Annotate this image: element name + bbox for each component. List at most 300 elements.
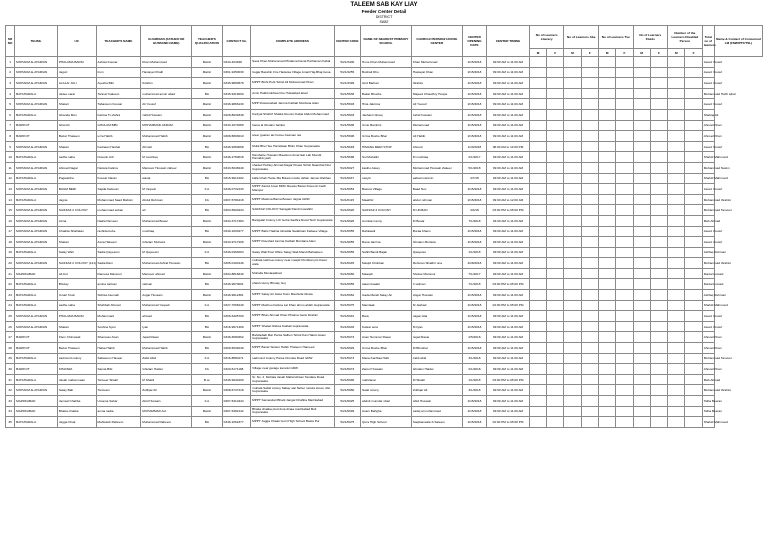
cell-qualification: F.A [192,353,223,364]
cell-center-code: 5/21/3400 [334,57,360,68]
cell-uc: sadmond colony [57,353,96,364]
cell-literacy-f [547,205,564,216]
col-guardian: GUARDIAN (FATHER OR HUSBAND NAME) [141,26,192,57]
cell-fluids-f [650,215,667,226]
cell-disabled-f [685,67,702,78]
cell-uc: Pagwartha [57,173,96,184]
cell-timing: 09:00 AM to 11:00 AM [487,162,530,173]
cell-teacher-name: GHULAM BIBI [96,120,141,131]
cell-abe-m [564,67,581,78]
cell-abe-f [581,417,598,428]
cell-uc: Umari Town [57,290,96,301]
table-row [6,406,763,417]
cell-tve-f [616,353,633,364]
cell-tve-f [616,88,633,99]
cell-literacy-f [547,194,564,205]
cell-total: Ashfaq Rehman [702,247,714,258]
cell-opening-date: 2/15/2018 [462,194,486,205]
cell-teacher-name: mohammad ashan [96,205,141,216]
cell-tve-f [616,205,633,216]
cell-center-code: 5/21/6062 [334,290,360,301]
cell-guardian: zahid Hussain [141,109,192,120]
table-row [6,258,763,269]
cell-opening-date: 2/15/2018 [462,88,486,99]
cell-total: Javed Yousuf [702,57,714,68]
cell-contact: 0346-1062377 [222,417,250,428]
cell-fluids-m [633,88,650,99]
cell-tve-f [616,332,633,343]
cell-disabled-f [685,321,702,332]
cell-contact: 0345-9319000 [222,88,250,99]
col-sno: SR NO [6,26,15,57]
cell-nearest-primary: Umie Bambini [361,120,412,131]
cell-tehsil: BATAHARALA [15,88,58,99]
cell-disabled-f [685,343,702,354]
cell-tve-f [616,247,633,258]
cell-qualification: Matric [192,215,223,226]
cell-abe-f [581,332,598,343]
cell-tve-f [616,67,633,78]
cell-nearest-primary: Gird Barbari [361,78,412,89]
cell-nearest-primary: Bakar Bhushe [361,88,412,99]
cell-uc: Satay Wali [57,247,96,258]
cell-disabled-m [668,109,685,120]
cell-abe-f [581,258,598,269]
cell-qualification: Matric [192,152,223,163]
cell-qualification: Matric [192,120,223,131]
cell-address: MPPT Bishi Putti Tehsil Ali Mohammad Khan [251,78,334,89]
cell-literacy-m [529,247,546,258]
cell-teacher-name: Sidrisa Asemah [96,290,141,301]
cell-qualification: BA [192,88,223,99]
cell-timing: 04:00 AM to 11:00 AM [487,215,530,226]
cell-address: Satay Wali Post Office Satay Wali Mandi Bahadeen [251,247,334,258]
cell-total: Muhammad Ibrahim [702,385,714,396]
cell-sno: 4 [6,88,15,99]
cell-tve-m [599,311,616,322]
feeder-center-table [5,25,763,428]
cell-total: Javed Yousuf [702,67,714,78]
cell-disabled-m [668,385,685,396]
cell-fluids-m [633,120,650,131]
cell-sno: 14 [6,194,15,205]
cell-opening-date: 3/1/2018 [462,385,486,396]
cell-guardian: M Shakil [141,374,192,385]
cell-abe-f [581,152,598,163]
cell-opening-date: 11/3/2018 [462,141,486,152]
cell-abe-f [581,290,598,301]
cell-tve-m [599,141,616,152]
cell-literacy-f [547,279,564,290]
cell-owner: Abid Hussain [411,396,462,407]
cell-timing: 09:00 AM to 11:00 AM [487,237,530,248]
cell-fluids-m [633,215,650,226]
cell-address: hama al Ghulam barikot [251,120,334,131]
table-row [6,332,763,343]
table-row [6,385,763,396]
cell-disabled-f [685,99,702,110]
cell-literacy-f [547,364,564,375]
cell-contact: 0344-3717483 [222,215,250,226]
cell-center-code: 5/21/6075 [334,300,360,311]
cell-disabled-f [685,332,702,343]
col-uc: UC [57,26,96,57]
cell-address: Village near garage kamoki GRW [251,364,334,375]
cell-abe-f [581,321,598,332]
cell-fluids-f [650,364,667,375]
cell-nearest-primary: Sahili Bandi Bajan [361,247,412,258]
cell-disabled-m [668,237,685,248]
cell-literacy-f [547,67,564,78]
cell-abe-m [564,184,581,195]
cell-sno: 27 [6,332,15,343]
cell-center-code: 5/21/5698 [334,152,360,163]
cell-owner: Zulfiqar Ali [411,385,462,396]
cell-tve-m [599,290,616,301]
cell-uc: Bhutay [57,279,96,290]
cell-address: SAIFFAZ COLONY Saragali Pandi Gosahibi [251,205,334,216]
cell-address: Amin Pakhtunkhwa Fire Hukaabad abad [251,88,334,99]
cell-fluids-f [650,300,667,311]
cell-fluids-f [650,406,667,417]
cell-abe-m [564,173,581,184]
cell-teacher-name: Mahwash Raheem [96,417,141,428]
cell-tehsil: BATAHARALA [15,300,58,311]
cell-tehsil: MOHAFIZ-E-ATARIAN [15,215,58,226]
cell-center-code: 5/21/6091 [334,311,360,322]
col-f: F [581,49,598,57]
cell-abe-f [581,120,598,131]
cell-fluids-f [650,205,667,216]
cell-tehsil: BATAHARALA [15,353,58,364]
cell-disabled-m [668,311,685,322]
cell-fluids-f [650,194,667,205]
col-tehsil: TEHSIL [15,26,58,57]
cell-uc: Jagna [57,194,96,205]
cell-nearest-primary: Hone Khan Muhammad [361,57,412,68]
cell-sno: 26 [6,321,15,332]
cell-tve-m [599,131,616,142]
cell-nearest-primary: Katsar sera [361,321,412,332]
cell-literacy-m [529,374,546,385]
cell-nearest-primary: HIMANA MERI STOP [361,141,412,152]
cell-literacy-m [529,417,546,428]
cell-fluids-m [633,57,650,68]
cell-opening-date: 4/28/2018 [462,258,486,269]
cell-opening-date: 7/1/2018 [462,215,486,226]
cell-teacher-name: Asna Hakeem [96,237,141,248]
cell-literacy-f [547,374,564,385]
cell-literacy-f [547,215,564,226]
cell-owner: Majeed Chaudhry Hospa [411,88,462,99]
cell-fluids-m [633,131,650,142]
cell-owner: Saqibanwala S Saleem [411,417,462,428]
cell-disabled-m [668,67,685,78]
cell-sno: 24 [6,300,15,311]
col-m: M [529,49,546,57]
cell-nearest-primary: Rahkaadi [361,226,412,237]
cell-guardian: Mansoor Hussain zaheer [141,162,192,173]
cell-opening-date: 1/1/2018 [462,247,486,258]
cell-timing: 09:00 AM to 11:00 AM [487,396,530,407]
cell-fluids-m [633,237,650,248]
cell-timing: 09:00 AM to 11:00 AM [487,311,530,322]
cell-teacher-name: rashida bebe [96,226,141,237]
cell-tve-m [599,300,616,311]
cell-tve-m [599,406,616,417]
cell-qualification: BA [192,173,223,184]
cell-opening-date: 2/15/2018 [462,290,486,301]
cell-abe-f [581,88,598,99]
report-title: TALEEM SAB KAY LIAY [350,2,418,8]
cell-teacher-name: Irum [96,67,141,78]
cell-total: Shahid Mahmood [702,152,714,163]
cell-timing: 09:00 AM to 11:00 AM [487,131,530,142]
cell-timing: 03:00 PM to 05:00 PM [487,374,530,385]
cell-qualification: BA [192,258,223,269]
cell-timing: 09:00 AM to 11:00 AM [487,332,530,343]
cell-tve-f [616,290,633,301]
cell-address: MPPT Roushad Janrna Katbab Mordana Alam [251,237,334,248]
cell-nearest-primary: Jashani Ulmaq [361,109,412,120]
cell-tve-m [599,332,616,343]
cell-tehsil: MAZRKABAD [15,268,58,279]
cell-uc: ALALAI JULI [57,78,96,89]
table-row [6,205,763,216]
cell-tehsil: BATAHARALA [15,247,58,258]
cell-total: Ashfaq Rehman [702,290,714,301]
cell-nearest-primary: Mana Kachlaa Habi [361,353,412,364]
district-label: DISTRICT [375,15,393,19]
cell-contact: 0307-5410444 [222,396,250,407]
cell-sno: 30 [6,364,15,375]
cell-uc: Shatari [57,321,96,332]
cell-center-code: 5/21/5603 [334,109,360,120]
table-row [6,78,763,89]
cell-address: Sr. No. 2. Mohala Jasah Mahal Ahsan Tandara Road Gujranwala [251,374,334,385]
cell-fluids-m [633,258,650,269]
cell-disabled-m [668,396,685,407]
cell-abe-f [581,57,598,68]
cell-tehsil: MOHAFIZ-E-ATARIAN [15,78,58,89]
cell-disabled-m [668,268,685,279]
cell-teacher-name: Tanzeem [96,385,141,396]
report-subtitle: Feeder Center Detail [361,9,407,14]
cell-contact: 0346-9912381 [222,290,250,301]
cell-tve-f [616,374,633,385]
cell-literacy-f [547,290,564,301]
cell-center-code: 5/21/5536 [334,88,360,99]
cell-literacy-f [547,417,564,428]
cell-opening-date: 1/1/2018 [462,374,486,385]
cell-timing: 09:00 AM to 11:00 AM [487,343,530,354]
cell-center-code: 5/21/6055 [334,237,360,248]
cell-uc: Shatari [57,99,96,110]
cell-disabled-f [685,57,702,68]
cell-address: shaid colony Bhutay Goj [251,279,334,290]
cell-literacy-m [529,173,546,184]
cell-disabled-m [668,364,685,375]
col-m: M [633,49,650,57]
cell-total: Javed Yousuf [702,237,714,248]
col-qualification: TEACHER'S QUALIFICATION [192,26,223,57]
cell-abe-m [564,57,581,68]
cell-center-code: 5/21/6115 [334,194,360,205]
cell-literacy-f [547,385,564,396]
cell-disabled-f [685,205,702,216]
cell-disabled-f [685,215,702,226]
cell-teacher-name: Tanveer Shakil [96,374,141,385]
cell-qualification: Matric [192,78,223,89]
cell-abe-m [564,205,581,216]
cell-disabled-m [668,194,685,205]
cell-abe-m [564,353,581,364]
col-m: M [668,49,685,57]
cell-abe-m [564,364,581,375]
cell-contact: 0301-9450030 [222,67,250,78]
cell-owner: Ali Habib [411,131,462,142]
cell-guardian: Abdul Rehman [141,194,192,205]
cell-contact: 0303-5900434 [222,205,250,216]
cell-contact: 0308-5893010 [222,131,250,142]
cell-literacy-f [547,321,564,332]
cell-uc: Chadda Shahtaan [57,226,96,237]
cell-literacy-m [529,78,546,89]
cell-qualification: BA [192,321,223,332]
table-row [6,417,763,428]
cell-guardian: Ghulam Haider [141,364,192,375]
cell-sno: 1 [6,57,15,68]
cell-opening-date: 2/1/2017 [462,152,486,163]
cell-tve-f [616,162,633,173]
cell-address: Banigalal Colony LIC Geha Sadhra Road Tech Gujranwala [251,215,334,226]
cell-contact: 0346-9866130 [222,99,250,110]
cell-tehsil: MOHAFIZ-E-ATARIAN [15,258,58,269]
cell-contact: 0346-6680462 [222,332,250,343]
cell-abe-f [581,131,598,142]
cell-abe-m [564,78,581,89]
cell-nearest-primary: nasyin [361,173,412,184]
cell-fluids-m [633,396,650,407]
cell-disabled-m [668,406,685,417]
cell-tve-f [616,417,633,428]
cell-guardian: Muhammad Habib [141,343,192,354]
col-m: M [564,49,581,57]
cell-teacher-name: Shahbab Ahmad [96,300,141,311]
cell-uc: Jadee sarai [57,88,96,99]
cell-literacy-f [547,247,564,258]
cell-opening-date: 2/15/2018 [462,343,486,354]
cell-disabled-m [668,290,685,301]
cell-tve-m [599,417,616,428]
col-total: Total no of learners [702,26,714,57]
cell-contact: 0307-6482142 [222,406,250,417]
cell-abe-m [564,406,581,417]
cell-sno: 33 [6,396,15,407]
cell-literacy-m [529,300,546,311]
cell-opening-date: 4/4/18 [462,205,486,216]
cell-literacy-m [529,343,546,354]
cell-abe-m [564,131,581,142]
cell-owner: Jejad Rasai [411,332,462,343]
cell-nearest-primary: Asan Nummar Rasai [361,332,412,343]
cell-uc: Bazar Thaleem [57,343,96,354]
cell-disabled-f [685,247,702,258]
cell-tve-f [616,321,633,332]
cell-tehsil: BATAHARALA [15,279,58,290]
cell-uc: PHALAMA BARSI [57,311,96,322]
cell-literacy-m [529,215,546,226]
cell-abe-f [581,311,598,322]
cell-owner: Ibrahim [411,78,462,89]
cell-guardian: Iyan [141,321,192,332]
cell-teacher-name: Ashwa Kousar [96,57,141,68]
col-address: COMPLETE ADDRESS [251,26,334,57]
cell-literacy-m [529,141,546,152]
cell-abe-m [564,290,581,301]
table-row [6,194,763,205]
cell-center-code: 5/21/5603 [334,99,360,110]
cell-timing: 09:00 AM to 11:00 AM [487,88,530,99]
cell-address: Gujjar Basshin Fire Hadarsa Village Amali Haj-Bhaj Gosa [251,67,334,78]
cell-qualification: BA [192,205,223,216]
cell-literacy-f [547,131,564,142]
cell-abe-f [581,406,598,417]
cell-guardian: Ibrahim [141,78,192,89]
cell-opening-date: 2/15/2018 [462,396,486,407]
cell-owner: Ahmeb [411,141,462,152]
cell-tehsil: BARIKOT [15,343,58,354]
cell-disabled-f [685,152,702,163]
cell-sno: 21 [6,268,15,279]
cell-guardian: salman [141,279,192,290]
cell-address: MPPT Satay Ali Jasta Town Mauhulla Ghata [251,290,334,301]
cell-opening-date: 2/15/2018 [462,184,486,195]
cell-teacher-name: Kousar Nasim [96,173,141,184]
cell-literacy-f [547,120,564,131]
cell-nearest-primary: Uzma Bushe Bhai [361,343,412,354]
cell-opening-date: 2/15/2018 [462,311,486,322]
table-row [6,152,763,163]
cell-qualification: FA [192,194,223,205]
cell-uc: Bazar Thaleem [57,131,96,142]
cell-guardian: Muhammad Ashraf Hussain [141,258,192,269]
cell-tehsil: MOHAFIZ-E-ATARIAN [15,67,58,78]
cell-address: shaded Hobley Ahmad Nagar Khaas Tehsil Naarobat Dist Gujranwala [251,162,334,173]
cell-teacher-name: Nusurin Arif [96,152,141,163]
cell-tve-f [616,173,633,184]
cell-disabled-f [685,78,702,89]
cell-opening-date: 2/15/2018 [462,99,486,110]
cell-uc: Ahmad Nagar [57,162,96,173]
cell-fluids-f [650,258,667,269]
cell-sno: 25 [6,311,15,322]
cell-fluids-m [633,321,650,332]
cell-teacher-name: Shamoan Asan [96,332,141,343]
cell-disabled-m [668,417,685,428]
table-row [6,396,763,407]
cell-address: Bhatta chakka pind dora dinaa mazrkabad Bolt Gujranwala [251,406,334,417]
cell-tve-m [599,237,616,248]
cell-guardian: Muhammad Raheem [141,417,192,428]
cell-teacher-name: Umama Sahar [96,396,141,407]
cell-abe-m [564,321,581,332]
cell-fluids-f [650,57,667,68]
cell-qualification: B.sc [192,374,223,385]
cell-guardian: Khan Mohammad [141,57,192,68]
table-row [6,215,763,226]
cell-total: Mah Ahmad [702,374,714,385]
